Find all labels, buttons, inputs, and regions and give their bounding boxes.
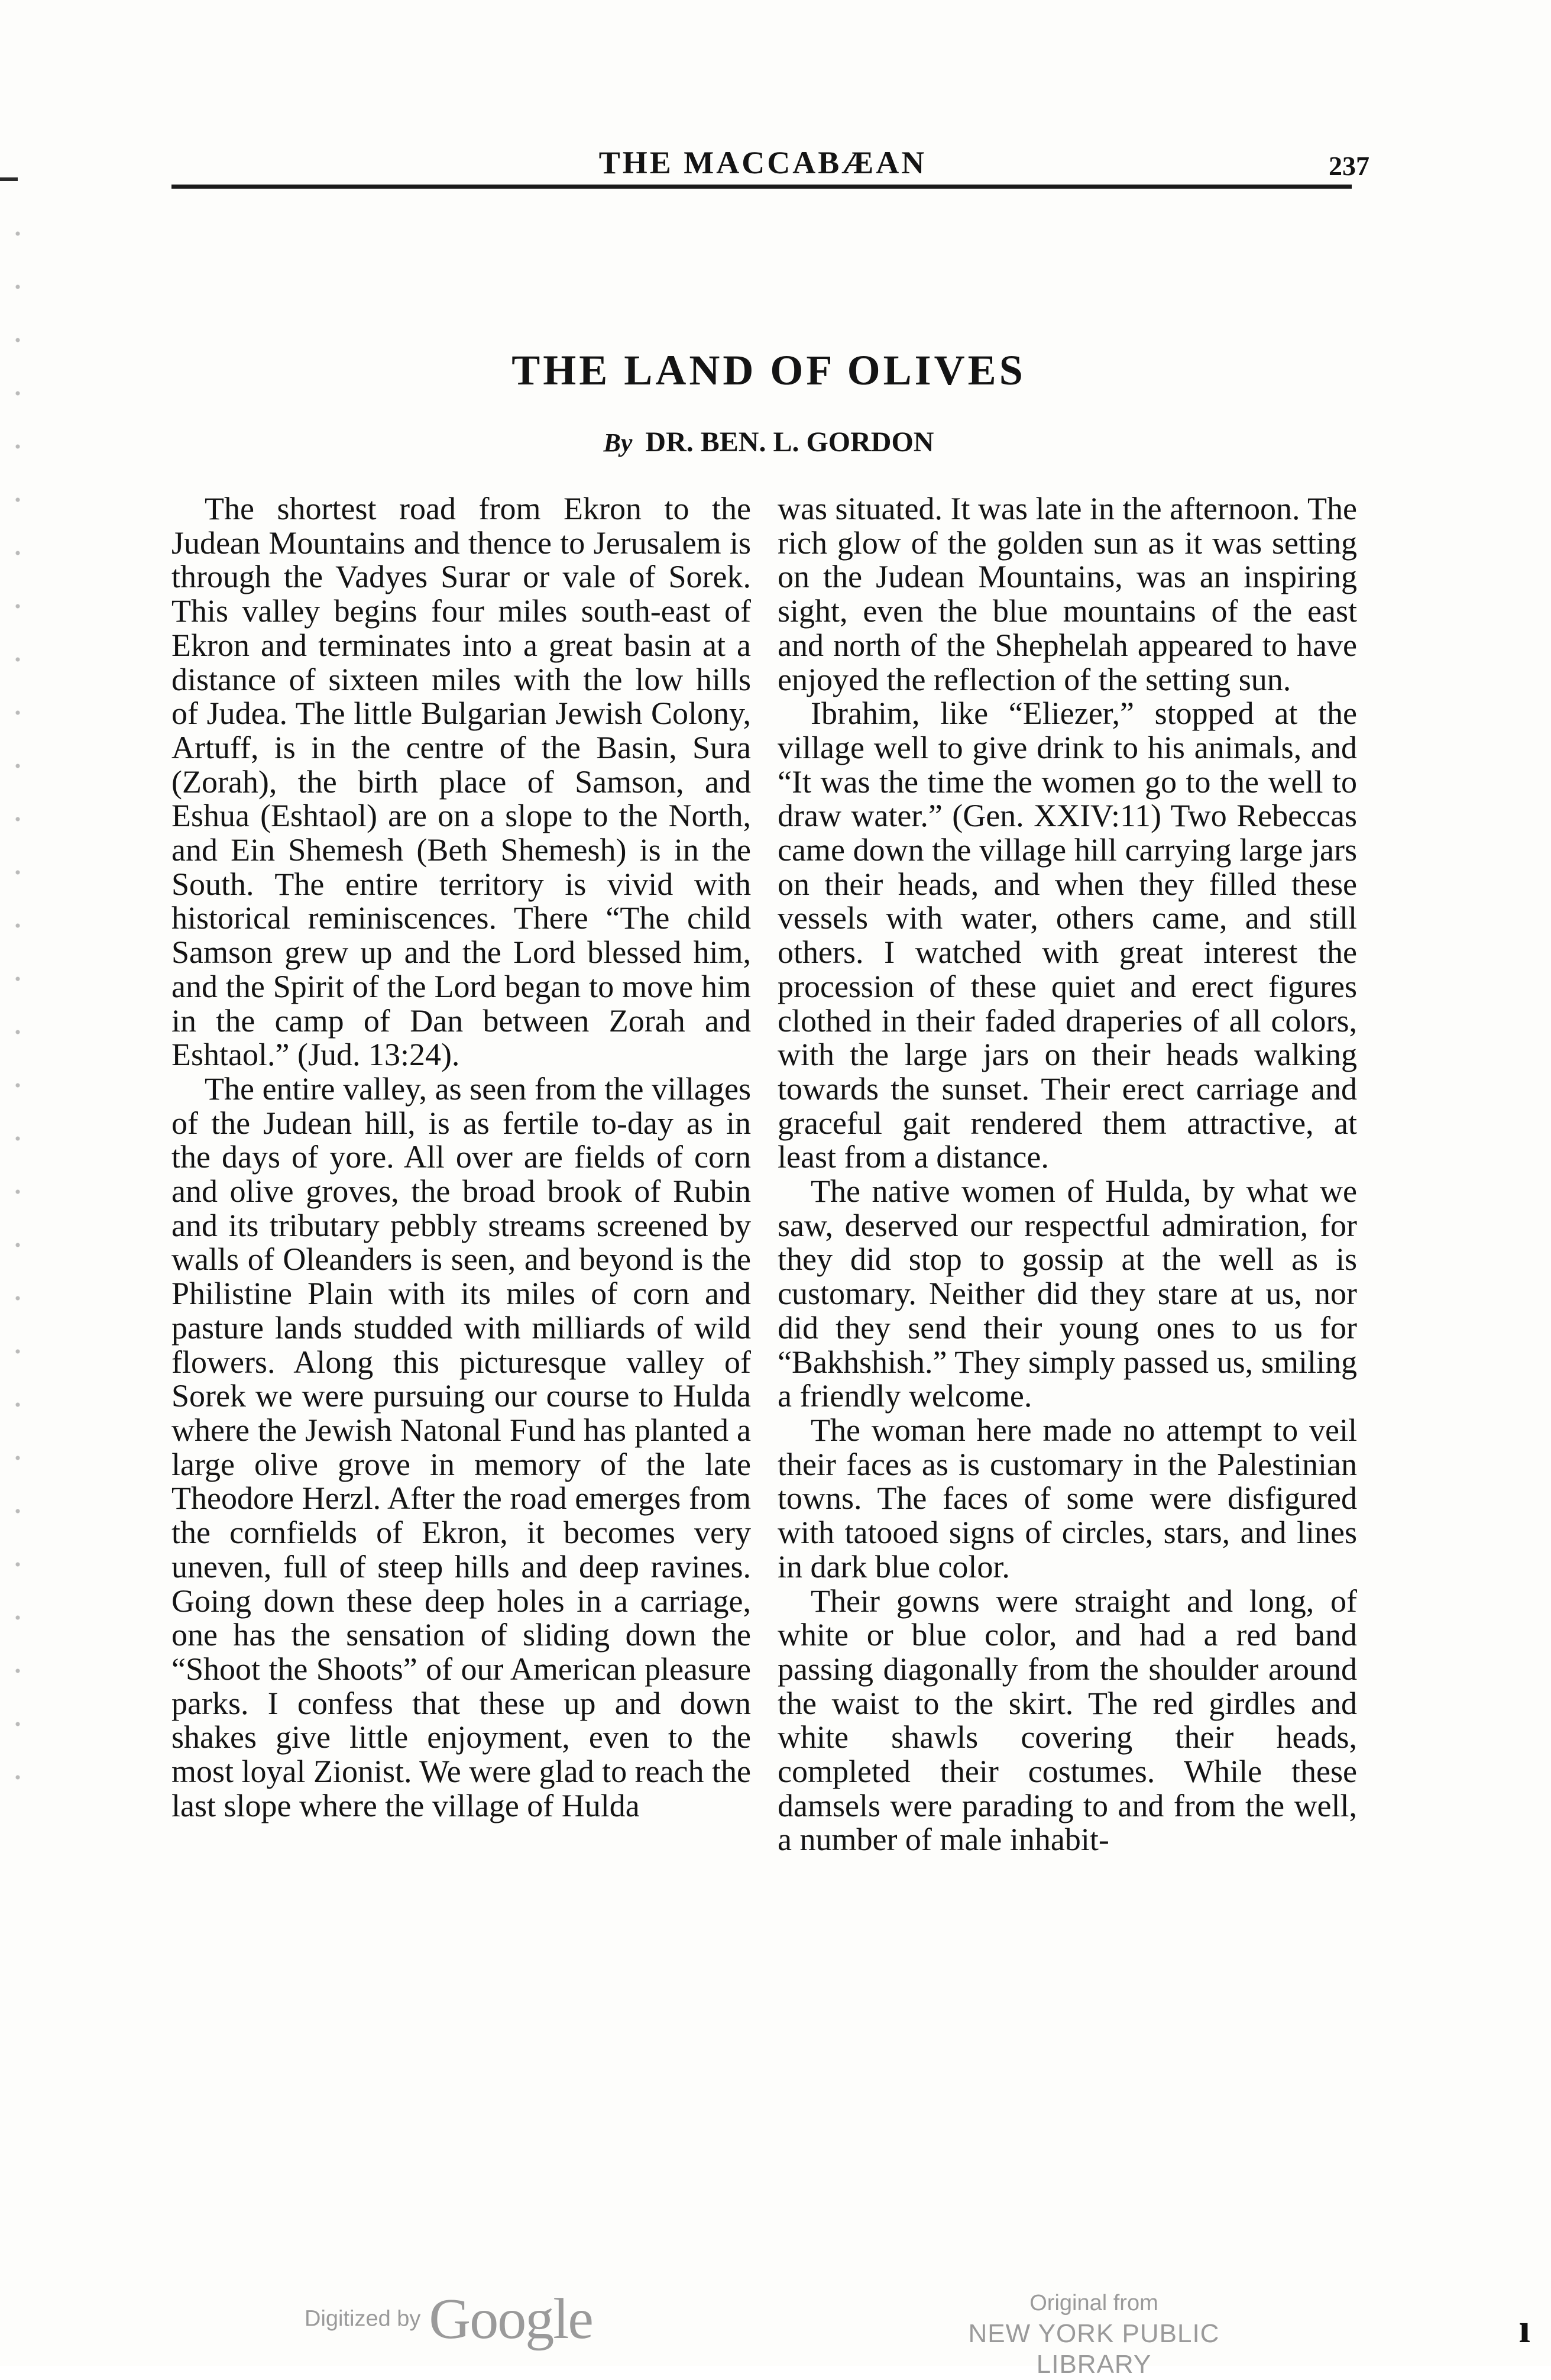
paragraph: The woman here made no attempt to veil their faces as is customary in the Palestinian towns. The faces of some were disfigured with tatooed signs of circles, stars, and lines in dark blue color. (778, 1412, 1357, 1584)
left-text-column (171, 492, 751, 1823)
paragraph: The entire valley, as seen from the villages of the Judean hill, is as fertile to-day as in the days of yore. All over are fields of corn and olive groves, the broad brook of Rubin and its tributary pebbly streams screened by walls of Oleanders is seen, and beyond is the Philistine Plain with its miles of corn and pasture lands studded with milliards of wild flowers. Along this picturesque valley of Sorek we were pursuing our course to Hulda where the Jewish Natonal Fund has planted a large olive grove in memory of the late Theodore Herzl. After the road emerges from the cornfields of Ekron, it becomes very uneven, full of steep hills and deep ravines. Going down these deep holes in a carriage, one has the sensation of sliding down the “Shoot the Shoots” of our American pleasure parks. I confess that these up and down shakes give little enjoyment, even to the most loyal Zionist. We were glad to reach the last slope where the village of Hulda (171, 1071, 751, 1823)
paragraph: Their gowns were straight and long, of white or blue color, and had a red band passing diagonally from the shoulder around the waist to the skirt. The red girdles and white shawls covering their heads, completed their costumes. While these damsels were parading to and from the well, a number of male inhabit- (778, 1583, 1357, 1858)
margin-tick-mark (0, 177, 18, 181)
journal-title: THE MACCABÆAN (598, 145, 927, 180)
google-logo: Google (429, 2287, 592, 2351)
original-from-watermark (917, 2288, 1271, 2380)
paragraph: The shortest road from Ekron to the Judean Mountains and thence to Jerusalem is through the Vadyes Surar or vale of Sorek. This valley begins four miles south-east of Ekron and terminates into a great basin at a distance of sixteen miles with the low hills of Judea. The little Bulgarian Jewish Colony, Artuff, is in the centre of the Basin, Sura (Zorah), the birth place of Samson, and Eshua (Eshtaol) are on a slope to the North, and Ein Shemesh (Beth Shemesh) is in the South. The entire territory is vivid with historical reminiscences. There “The child Samson grew up and the Lord blessed him, and the Spirit of the Lord began to move him in the camp of Dan between Zorah and Eshtaol.” (Jud. 13:24). (171, 491, 751, 1073)
binding-edge-specks (0, 195, 35, 1792)
paragraph: was situated. It was late in the afternoon. The rich glow of the golden sun as it was setting on the Judean Mountains, was an inspiring sight, even the blue mountains of the east and north of the Shephelah appeared to have enjoyed the reflection of the setting sun. (778, 491, 1357, 697)
corner-scan-mark: ı (1518, 2306, 1530, 2352)
digitized-label: Digitized by (305, 2306, 421, 2332)
page-number: 237 (1329, 151, 1369, 181)
digitized-by-watermark (305, 2286, 592, 2352)
library-name: NEW YORK PUBLIC LIBRARY (968, 2319, 1220, 2379)
paragraph: The native women of Hulda, by what we saw, deserved our respectful admiration, for they did stop to gossip at the well as is customary. Neither did they stare at us, nor did they send their young ones to us for “Bakhshish.” They simply passed us, smiling a friendly welcome. (778, 1173, 1357, 1414)
byline-prefix: By (603, 428, 633, 457)
right-text-column (778, 492, 1357, 1857)
header-rule (171, 185, 1352, 189)
original-from-label: Original from (1029, 2291, 1158, 2316)
author-name: DR. BEN. L. GORDON (645, 426, 934, 458)
paragraph: Ibrahim, like “Eliezer,” stopped at the village well to give drink to his animals, and “It was the time the women go to the well to draw water.” (Gen. XXIV:11) Two Rebeccas came down the village hill carrying large jars on their heads, and when they filled these vessels with water, others came, and still others. I watched with great interest the procession of these quiet and erect figures clothed in their faded draperies of all colors, with the large jars on their heads walking towards the sunset. Their erect carriage and graceful gait rendered them attractive, at least from a distance. (778, 696, 1357, 1175)
article-title: THE LAND OF OLIVES (511, 347, 1026, 394)
byline (177, 426, 1360, 458)
